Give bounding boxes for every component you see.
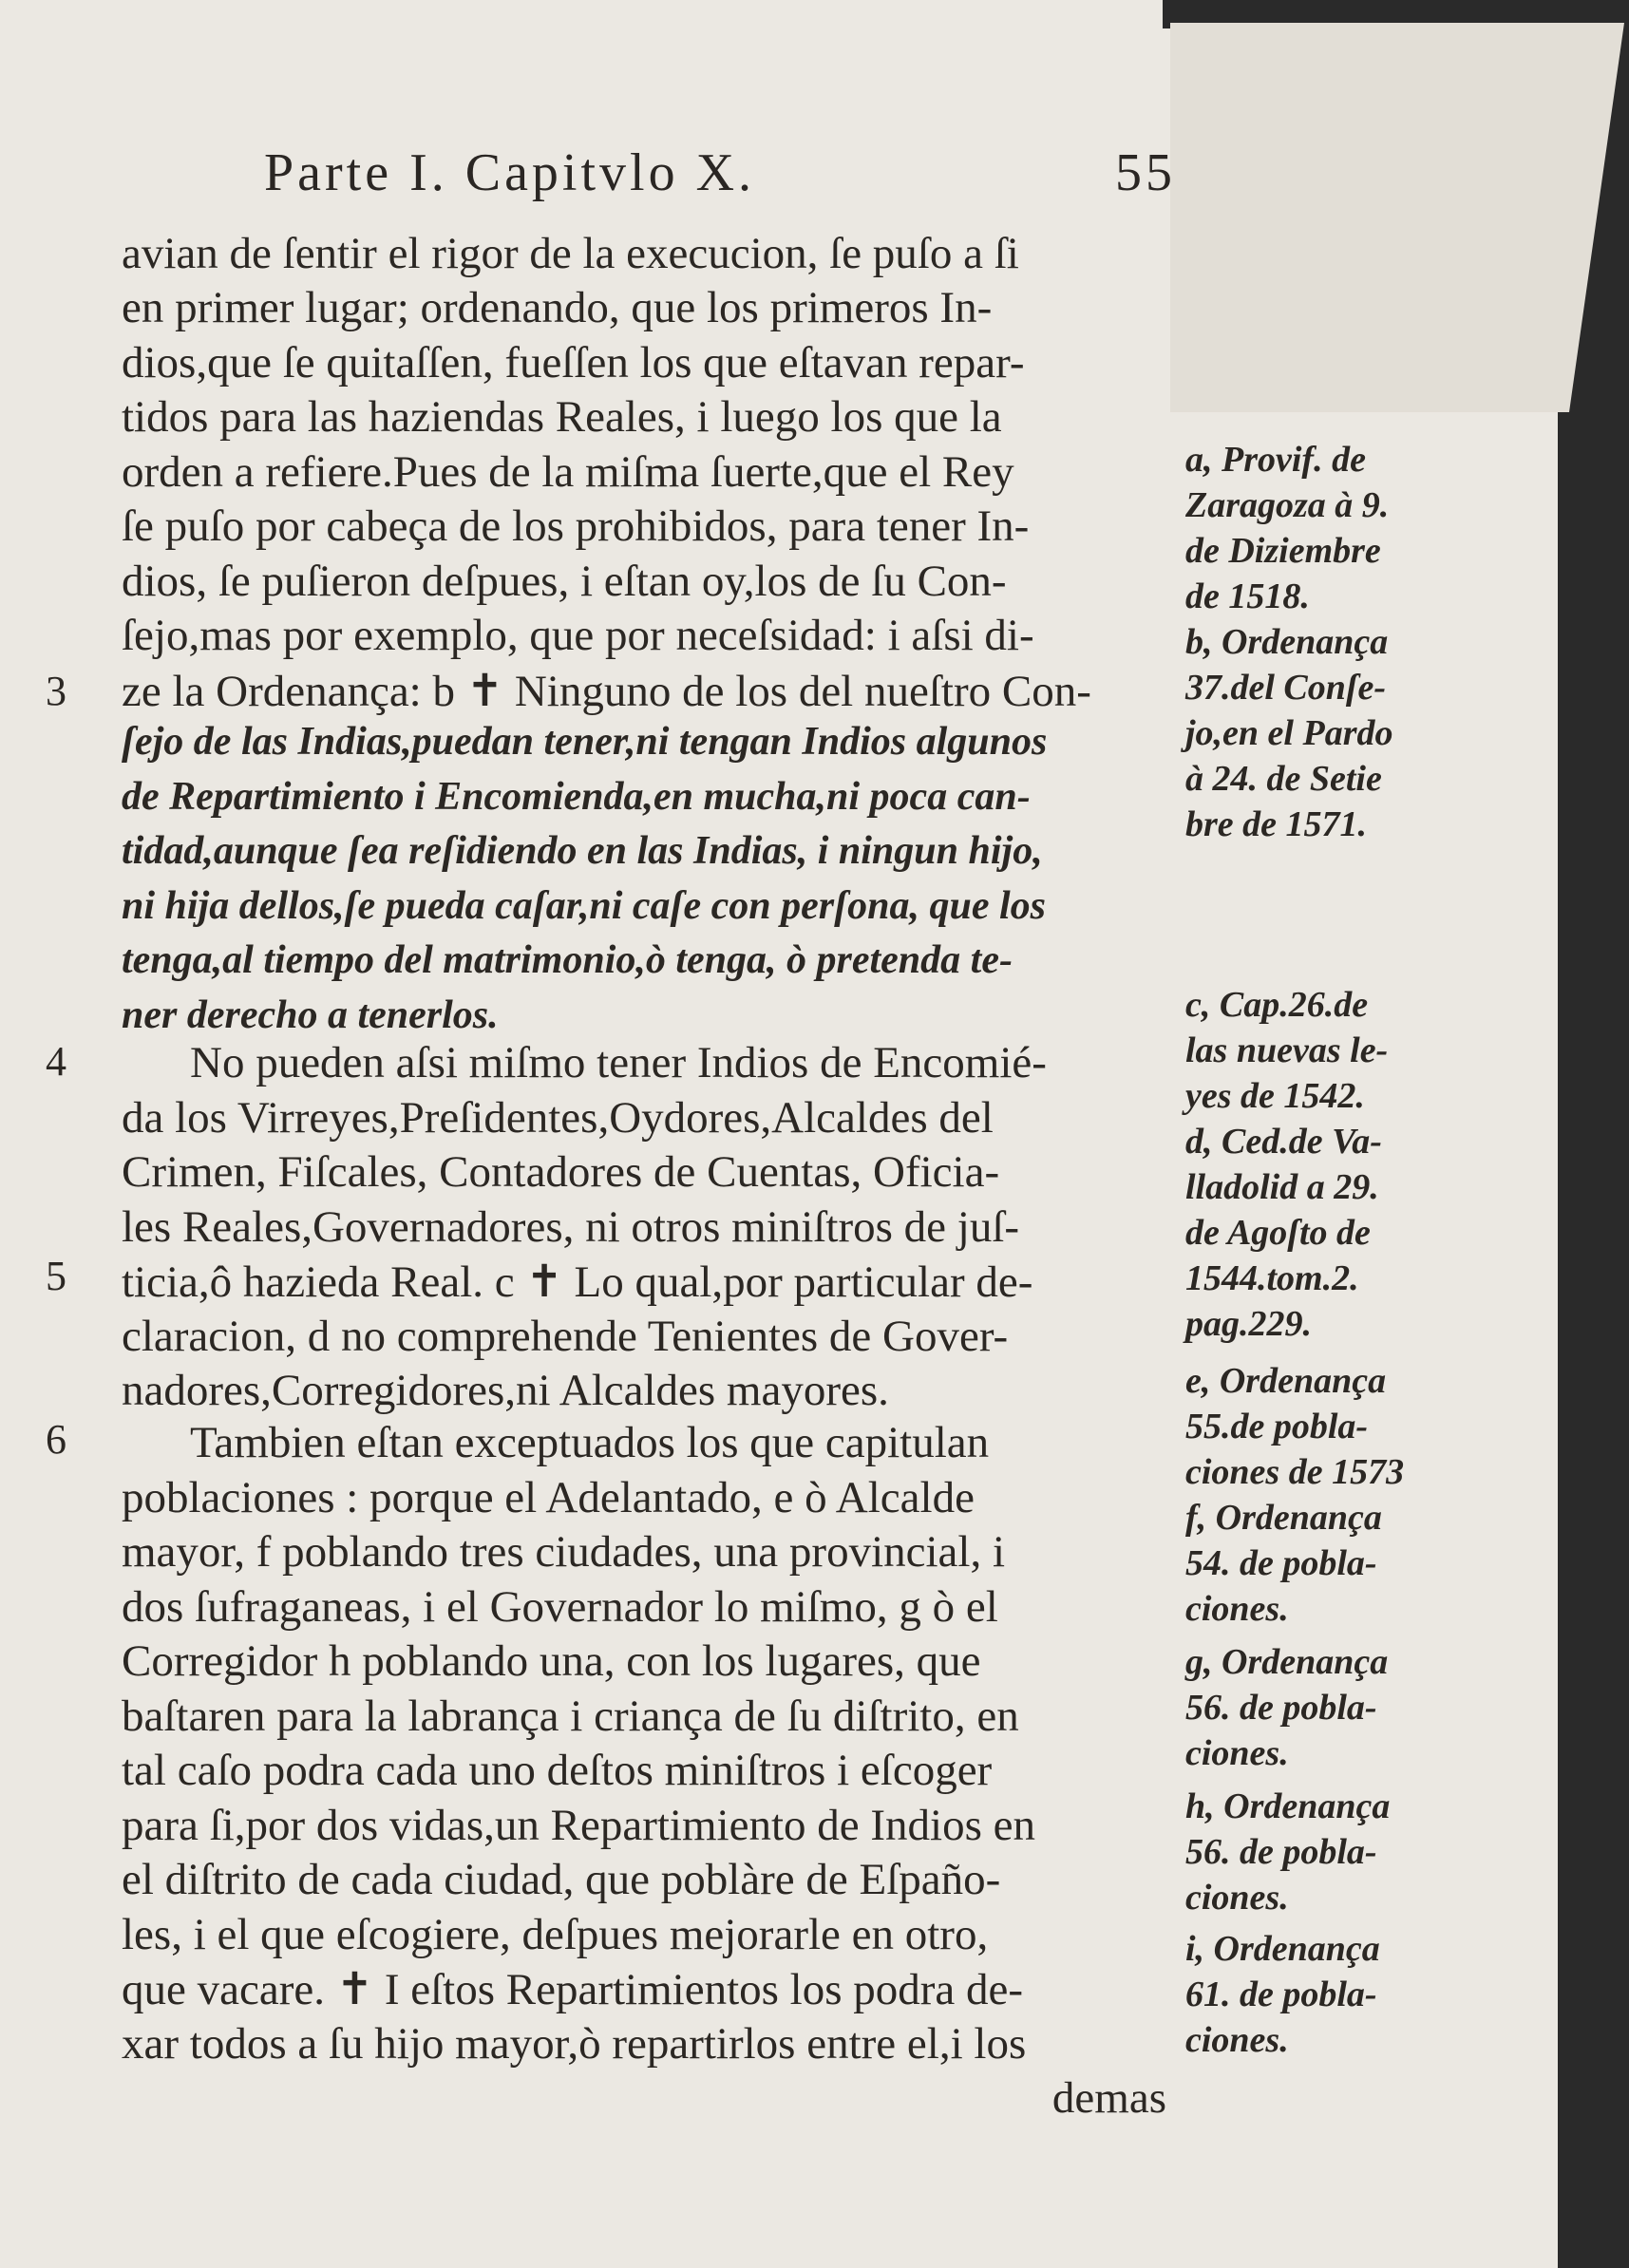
marginal-note: h, Ordenança xyxy=(1185,1786,1391,1826)
marginal-note: de 1518. xyxy=(1185,576,1310,616)
marginal-note: ciones. xyxy=(1185,1878,1289,1918)
running-title: Parte I. Capitvlo X. xyxy=(264,143,756,202)
marginal-note: d, Ced.de Va- xyxy=(1185,1122,1382,1162)
marginal-note: 56. de pobla- xyxy=(1185,1832,1377,1872)
text-line: ſejo,mas por exemplo, que por neceſsidad: i aſsi di- xyxy=(122,611,1034,660)
text-line: claracion, d no comprehende Tenientes de Gover- xyxy=(122,1312,1009,1361)
text-line: Corregidor h poblando una, con los lugares, que xyxy=(122,1636,981,1686)
marginal-note: 37.del Conſe- xyxy=(1185,668,1387,708)
text-line: dos ſufraganeas, i el Governador lo miſmo, g ò el xyxy=(122,1582,998,1632)
text-line: avian de ſentir el rigor de la execucion, ſe puſo a ſi xyxy=(122,229,1019,278)
text-line: ticia,ô hazieda Real. c ✝ Lo qual,por particular de- xyxy=(122,1257,1033,1307)
marginal-note: c, Cap.26.de xyxy=(1185,985,1369,1025)
marginal-note: ciones. xyxy=(1185,1589,1289,1629)
text-line: tidos para las haziendas Reales, i luego los que la xyxy=(122,392,1002,442)
paragraph-number-3: 3 xyxy=(46,668,66,714)
text-line: el diſtrito de cada ciudad, que poblàre de Eſpaño- xyxy=(122,1855,1001,1904)
marginal-note: lladolid a 29. xyxy=(1185,1167,1379,1207)
marginal-note: 61. de pobla- xyxy=(1185,1975,1377,2014)
text-line: para ſi,por dos vidas,un Repartimiento de Indios en xyxy=(122,1801,1035,1850)
text-line: ze la Ordenança: b ✝ Ninguno de los del nueſtro Con- xyxy=(122,667,1091,716)
marginal-note: bre de 1571. xyxy=(1185,804,1368,844)
text-line: en primer lugar; ordenando, que los primeros In- xyxy=(122,283,993,332)
catchword: demas xyxy=(1051,2073,1166,2123)
quoted-text-line: ſejo de las Indias,puedan tener,ni tengan Indios algunos xyxy=(122,720,1048,764)
marginal-note: ciones. xyxy=(1185,2020,1289,2060)
paragraph-number-4: 4 xyxy=(46,1038,66,1085)
text-line: orden a refiere.Pues de la miſma ſuerte,que el Rey xyxy=(122,447,1014,497)
marginal-note: 55.de pobla- xyxy=(1185,1407,1369,1446)
running-header xyxy=(264,142,1176,209)
marginal-note: à 24. de Setie xyxy=(1185,759,1382,799)
text-line: Tambien eſtan exceptuados los que capitulan xyxy=(190,1418,990,1467)
text-line: xar todos a ſu hijo mayor,ò repartirlos entre el,i los xyxy=(122,2019,1027,2069)
marginal-note: ciones de 1573 xyxy=(1185,1452,1405,1492)
text-line: tal caſo podra cada uno deſtos miniſtros i eſcoger xyxy=(122,1746,993,1795)
overlapping-page-corner xyxy=(1170,23,1624,412)
quoted-text-line: de Repartimiento i Encomienda,en mucha,ni poca can- xyxy=(122,775,1031,819)
marginal-note: i, Ordenança xyxy=(1185,1929,1380,1969)
marginal-note: 1544.tom.2. xyxy=(1185,1258,1359,1298)
text-line: les, i el que eſcogiere, deſpues mejorarle en otro, xyxy=(122,1910,989,1959)
marginal-note: de Agoſto de xyxy=(1185,1213,1371,1253)
marginal-note: f, Ordenança xyxy=(1185,1498,1382,1538)
marginal-note: ciones. xyxy=(1185,1733,1289,1773)
page-number: 55 xyxy=(1115,143,1176,202)
text-line: da los Virreyes,Preſidentes,Oydores,Alcaldes del xyxy=(122,1093,994,1143)
paragraph-number-5: 5 xyxy=(46,1253,66,1299)
text-line: nadores,Corregidores,ni Alcaldes mayores. xyxy=(122,1366,889,1415)
marginal-note: de Diziembre xyxy=(1185,531,1381,571)
text-line: ſe puſo por cabeça de los prohibidos, para tener In- xyxy=(122,501,1030,551)
marginal-note: 56. de pobla- xyxy=(1185,1688,1377,1728)
paragraph-number-6: 6 xyxy=(46,1416,66,1463)
text-line: baſtaren para la labrança i criança de ſu diſtrito, en xyxy=(122,1692,1019,1741)
marginal-note: jo,en el Pardo xyxy=(1185,713,1393,753)
text-line: les Reales,Governadores, ni otros miniſtros de juſ- xyxy=(122,1202,1020,1252)
text-line: dios, ſe puſieron deſpues, i eſtan oy,los de ſu Con- xyxy=(122,557,1007,606)
marginal-note: b, Ordenança xyxy=(1185,622,1389,662)
quoted-text-line: ni hija dellos,ſe pueda caſar,ni caſe con perſona, que los xyxy=(122,884,1046,928)
text-line: que vacare. ✝ I eſtos Repartimientos los podra de- xyxy=(122,1965,1024,2014)
quoted-text-line: tenga,al tiempo del matrimonio,ò tenga, ò pretenda te- xyxy=(122,938,1013,982)
marginal-note: g, Ordenança xyxy=(1185,1642,1389,1682)
marginal-note: e, Ordenança xyxy=(1185,1361,1387,1401)
marginal-note: a, Provif. de xyxy=(1185,440,1366,480)
marginal-note: yes de 1542. xyxy=(1185,1076,1365,1116)
quoted-text-line: tidad,aunque ſea reſidiendo en las Indias, i ningun hijo, xyxy=(122,829,1043,873)
text-line: Crimen, Fiſcales, Contadores de Cuentas, Oficia- xyxy=(122,1147,1000,1197)
marginal-note: las nuevas le- xyxy=(1185,1030,1389,1070)
text-line: No pueden aſsi miſmo tener Indios de Encomié- xyxy=(190,1038,1047,1087)
marginal-note: Zaragoza à 9. xyxy=(1185,485,1390,525)
text-line: dios,que ſe quitaſſen, fueſſen los que eſtavan repar- xyxy=(122,338,1025,387)
marginal-note: pag.229. xyxy=(1185,1304,1312,1344)
quoted-text-line: ner derecho a tenerlos. xyxy=(122,993,499,1037)
marginal-note: 54. de pobla- xyxy=(1185,1543,1377,1583)
text-line: poblaciones : porque el Adelantado, e ò Alcalde xyxy=(122,1473,975,1522)
text-line: mayor, f poblando tres ciudades, una provincial, i xyxy=(122,1527,1006,1577)
